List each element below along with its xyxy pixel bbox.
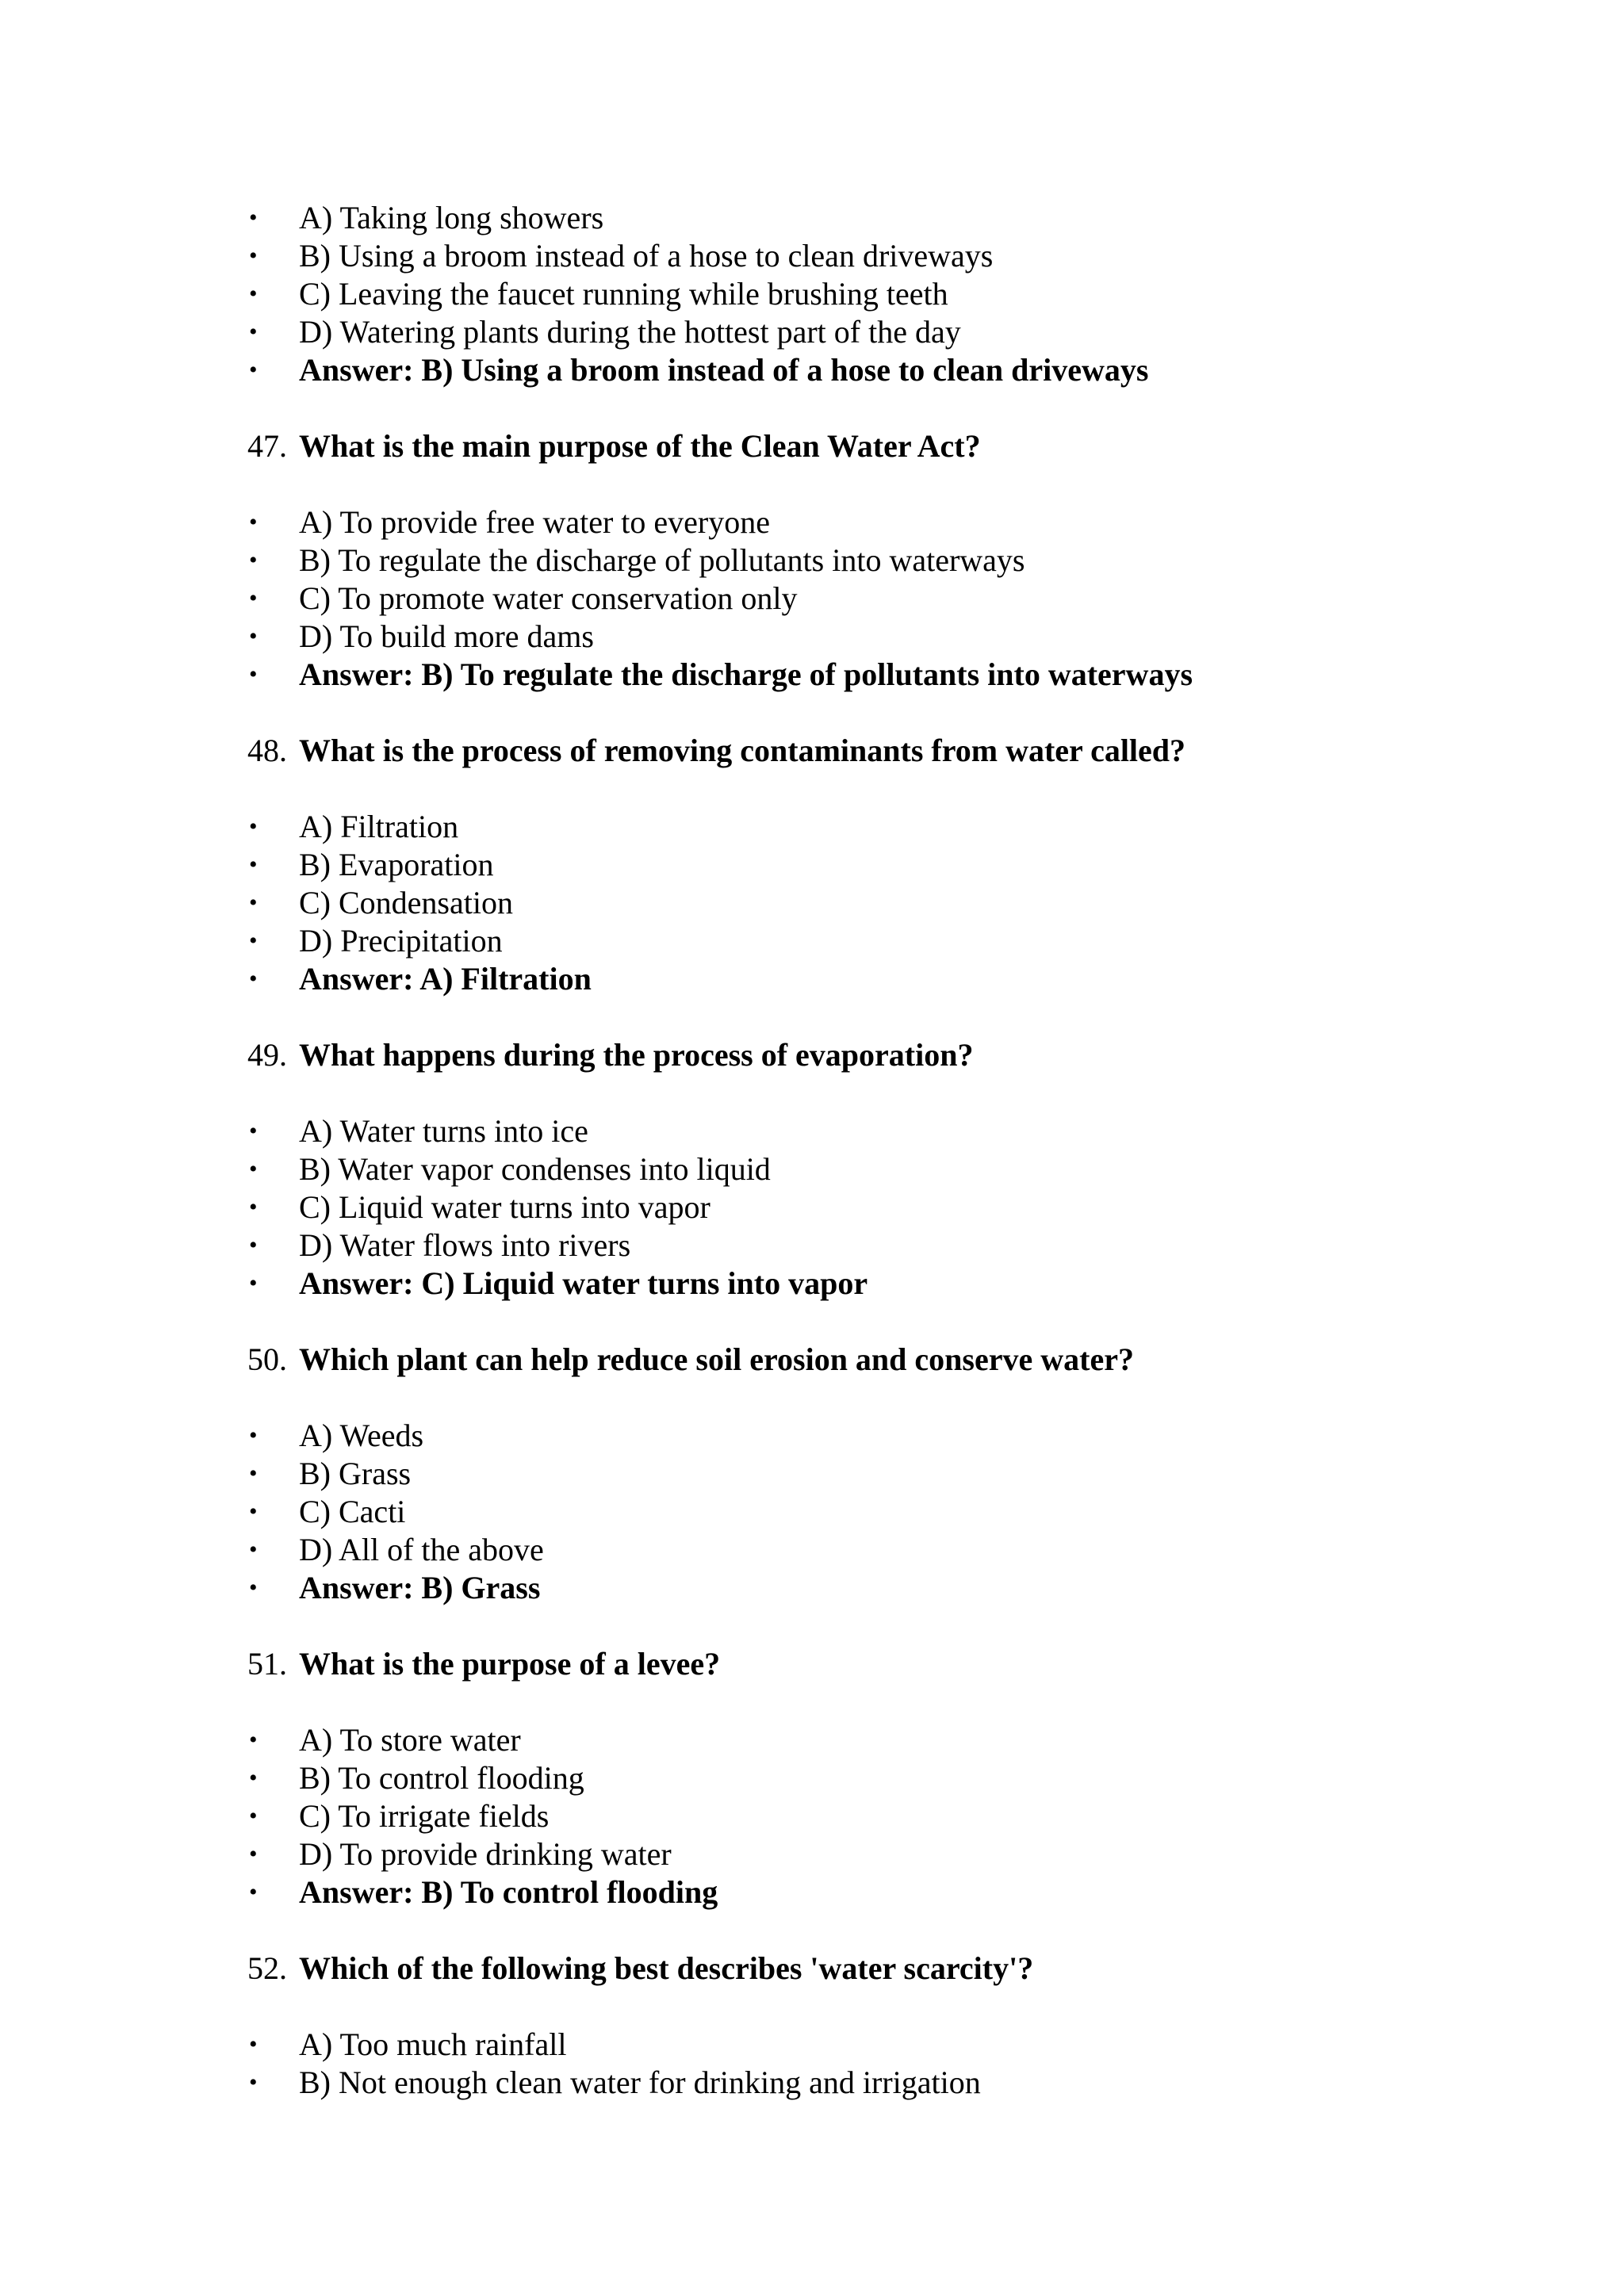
bullet-icon: • — [249, 357, 258, 383]
bullet-icon: • — [249, 2069, 258, 2095]
option-item: C) Leaving the faucet running while brushing teeth — [299, 276, 948, 312]
question-number: 50. — [247, 1341, 287, 1377]
bullet-icon: • — [249, 547, 258, 573]
bullet-icon: • — [249, 1879, 258, 1905]
bullet-icon: • — [249, 661, 258, 687]
bullet-icon: • — [249, 1270, 258, 1296]
option-item: C) Liquid water turns into vapor — [299, 1189, 710, 1225]
bullet-icon: • — [249, 1118, 258, 1144]
option-item: D) All of the above — [299, 1532, 544, 1567]
option-item: C) Condensation — [299, 885, 513, 920]
option-item: B) Evaporation — [299, 847, 494, 882]
answer-line: Answer: B) Grass — [299, 1570, 541, 1605]
answer-line: Answer: A) Filtration — [299, 961, 592, 997]
answer-line: Answer: B) To regulate the discharge of pollutants into waterways — [299, 656, 1193, 692]
option-item: C) To promote water conservation only — [299, 580, 798, 616]
bullet-icon: • — [249, 813, 258, 840]
option-item: D) Water flows into rivers — [299, 1227, 631, 1263]
bullet-icon: • — [249, 319, 258, 345]
bullet-icon: • — [249, 1727, 258, 1753]
bullet-icon: • — [249, 1841, 258, 1867]
bullet-icon: • — [249, 1232, 258, 1258]
question-number: 51. — [247, 1646, 287, 1682]
bullet-icon: • — [249, 1194, 258, 1220]
bullet-icon: • — [249, 623, 258, 649]
option-item: A) Too much rainfall — [299, 2026, 567, 2062]
option-item: B) Using a broom instead of a hose to clean driveways — [299, 238, 994, 274]
bullet-icon: • — [249, 1422, 258, 1448]
option-item: A) Weeds — [299, 1418, 424, 1453]
option-item: D) Watering plants during the hottest part of the day — [299, 314, 961, 350]
bullet-icon: • — [249, 890, 258, 916]
option-item: C) Cacti — [299, 1494, 406, 1529]
answer-line: Answer: C) Liquid water turns into vapor — [299, 1265, 868, 1301]
bullet-icon: • — [249, 1156, 258, 1182]
bullet-icon: • — [249, 281, 258, 307]
bullet-icon: • — [249, 928, 258, 954]
option-item: B) To regulate the discharge of pollutants into waterways — [299, 542, 1025, 578]
bullet-icon: • — [249, 243, 258, 269]
option-item: A) Water turns into ice — [299, 1113, 588, 1149]
option-item: D) Precipitation — [299, 923, 503, 959]
bullet-icon: • — [249, 205, 258, 231]
option-item: C) To irrigate fields — [299, 1798, 550, 1834]
question-text: What is the main purpose of the Clean Water Act? — [299, 428, 981, 464]
bullet-icon: • — [249, 1765, 258, 1791]
option-item: B) Water vapor condenses into liquid — [299, 1151, 771, 1187]
option-item: A) Filtration — [299, 809, 459, 844]
option-item: B) To control flooding — [299, 1760, 584, 1796]
bullet-icon: • — [249, 1536, 258, 1563]
bullet-icon: • — [249, 509, 258, 535]
option-item: B) Grass — [299, 1456, 412, 1491]
option-item: A) To store water — [299, 1722, 521, 1758]
question-number: 49. — [247, 1037, 287, 1073]
bullet-icon: • — [249, 966, 258, 992]
bullet-icon: • — [249, 2031, 258, 2057]
option-item: B) Not enough clean water for drinking and irrigation — [299, 2064, 981, 2100]
option-item: D) To provide drinking water — [299, 1836, 672, 1872]
answer-line: Answer: B) Using a broom instead of a hose to clean driveways — [299, 352, 1149, 388]
question-text: What is the purpose of a levee? — [299, 1646, 721, 1682]
question-text: What is the process of removing contaminants from water called? — [299, 733, 1186, 768]
option-item: A) Taking long showers — [299, 200, 604, 235]
bullet-icon: • — [249, 851, 258, 878]
bullet-icon: • — [249, 1460, 258, 1487]
option-item: A) To provide free water to everyone — [299, 504, 770, 540]
question-text: Which plant can help reduce soil erosion and conserve water? — [299, 1341, 1134, 1377]
question-text: Which of the following best describes 'water scarcity'? — [299, 1950, 1034, 1986]
bullet-icon: • — [249, 1575, 258, 1601]
question-number: 47. — [247, 428, 287, 464]
bullet-icon: • — [249, 1498, 258, 1525]
question-text: What happens during the process of evaporation? — [299, 1037, 974, 1073]
bullet-icon: • — [249, 1803, 258, 1829]
answer-line: Answer: B) To control flooding — [299, 1874, 718, 1910]
bullet-icon: • — [249, 585, 258, 611]
option-item: D) To build more dams — [299, 618, 594, 654]
question-number: 52. — [247, 1950, 287, 1986]
question-number: 48. — [247, 733, 287, 768]
